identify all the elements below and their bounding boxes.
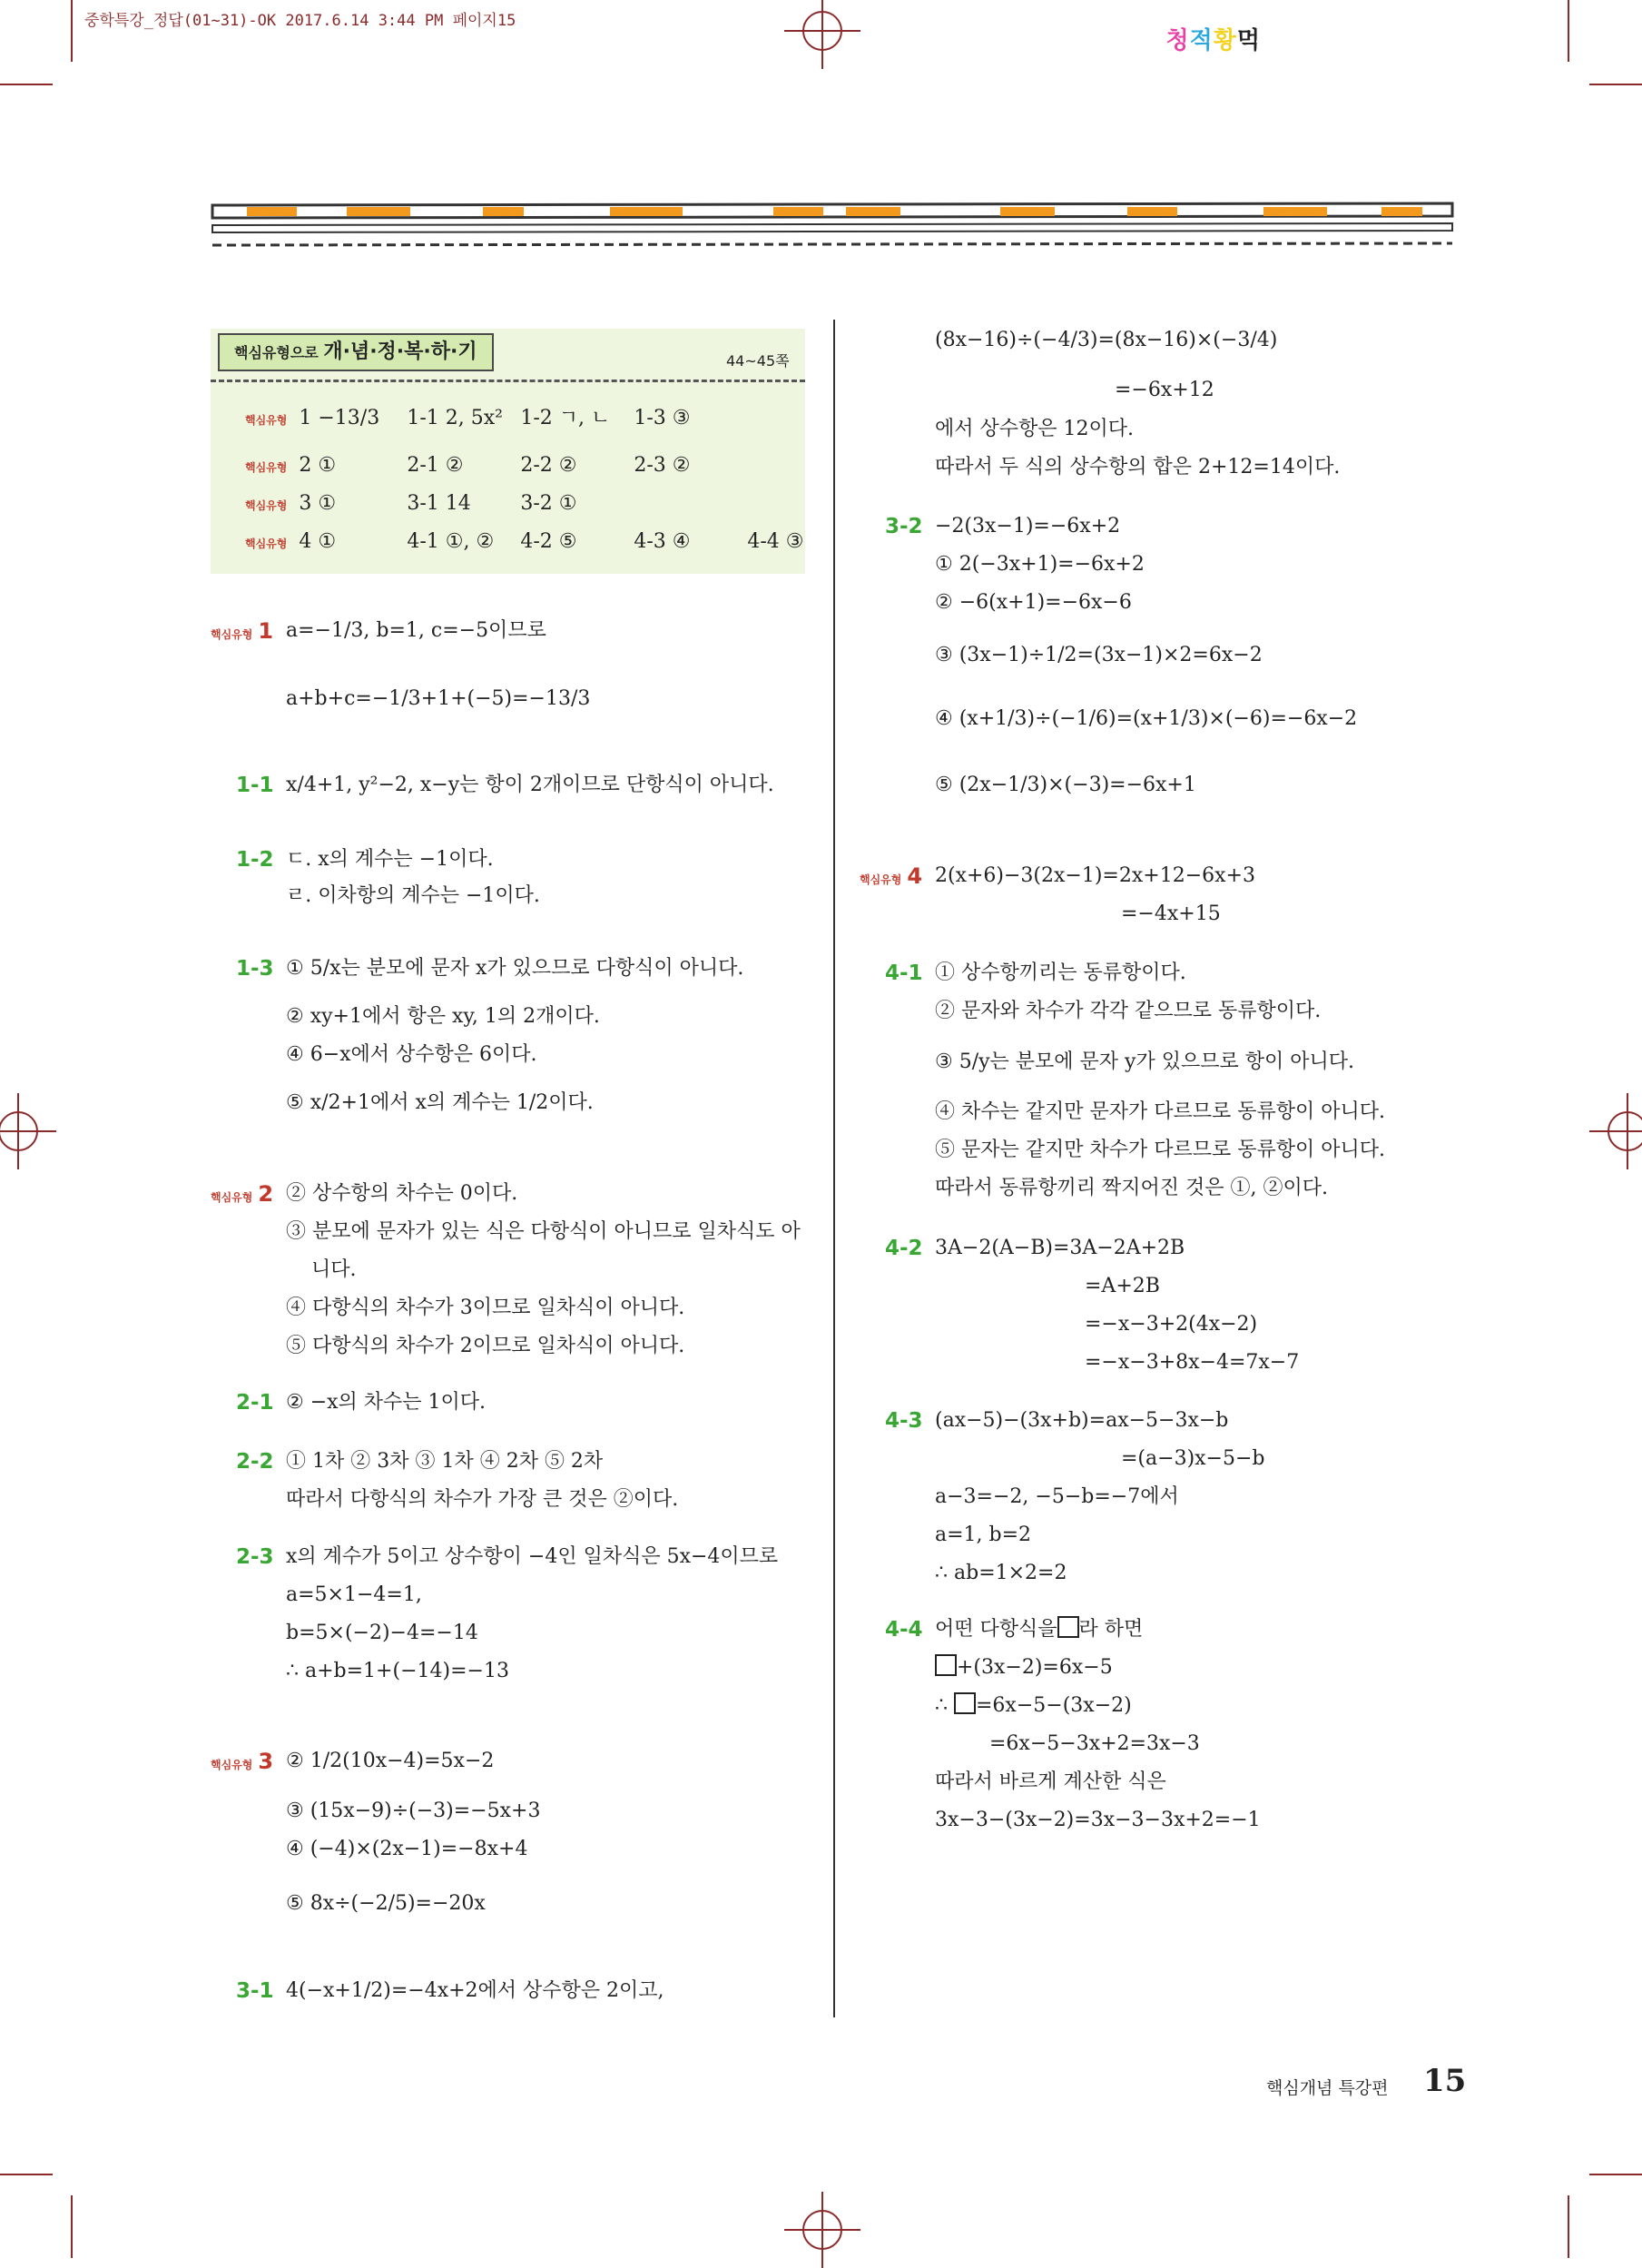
footer-title: 핵심개념 특강편: [1266, 2078, 1389, 2098]
answer-cell: 2-2 ②: [520, 454, 577, 477]
box-title: [218, 333, 494, 371]
solution-line: =−x−3+2(4x−2): [1085, 1313, 1258, 1336]
solution-line: ④ (x+1/3)÷(−1/6)=(x+1/3)×(−6)=−6x−2: [935, 707, 1358, 730]
solution-line: ② 상수항의 차수는 0이다.: [286, 1182, 518, 1205]
solution-line: ① 상수항끼리는 동류항이다.: [935, 961, 1186, 984]
solution-line: a−3=−2, −5−b=−7에서: [935, 1485, 1179, 1508]
solution-line: x의 계수가 5이고 상수항이 −4인 일차식은 5x−4이므로: [286, 1545, 779, 1568]
solution-line: ② 문자와 차수가 각각 같으므로 동류항이다.: [935, 1000, 1322, 1022]
tag-number: 2: [258, 1181, 274, 1207]
core-type-3-label: [211, 1748, 286, 1779]
problem-number: [236, 1543, 289, 1572]
registration-mark: [1608, 1111, 1642, 1151]
blank-box: [954, 1692, 976, 1714]
solution-line: ∴ a+b=1+(−14)=−13: [286, 1660, 509, 1682]
problem-number: [885, 513, 938, 541]
crop-mark: [0, 84, 53, 85]
crop-mark: [1589, 84, 1642, 85]
solution-line: b=5×(−2)−4=−14: [286, 1622, 478, 1644]
problem-number-text: 4-1: [885, 961, 923, 985]
answer-cell: 3-2 ①: [520, 492, 577, 515]
solution-line: =−6x+12: [1115, 379, 1214, 401]
solution-line: [935, 1654, 1113, 1681]
tag-label: 핵심유형: [245, 537, 288, 550]
brand-char: 적: [1189, 27, 1214, 54]
box-title-small: 핵심유형으로: [234, 344, 319, 361]
tag-label: 핵심유형: [860, 873, 902, 886]
answer-row: [245, 492, 627, 515]
blank-box: [1057, 1616, 1079, 1638]
solution-line: ① 5/x는 분모에 문자 x가 있으므로 다항식이 아니다.: [286, 957, 744, 980]
solution-line: ③ (15x−9)÷(−3)=−5x+3: [286, 1800, 541, 1822]
problem-number-text: 2-1: [236, 1391, 274, 1415]
solution-line: ② xy+1에서 항은 xy, 1의 2개이다.: [286, 1005, 600, 1028]
solution-line: ∴ ab=1×2=2: [935, 1562, 1067, 1584]
crop-mark: [1589, 2174, 1642, 2175]
answer-cell: 2-1 ②: [407, 454, 464, 477]
decorative-band: [211, 200, 1454, 251]
solution-line: ⑤ 문자는 같지만 차수가 다르므로 동류항이 아니다.: [935, 1139, 1385, 1161]
tag-label: 핵심유형: [245, 414, 288, 427]
answer-cell: 4-4 ③: [747, 530, 804, 553]
answer-cell: 4-2 ⑤: [520, 530, 577, 553]
solution-line: (ax−5)−(3x+b)=ax−5−3x−b: [935, 1409, 1229, 1432]
crop-mark: [0, 2174, 53, 2175]
answer-row: [245, 454, 741, 477]
answer-cell: 3 ①: [299, 492, 337, 515]
solution-line: [935, 1616, 1143, 1643]
solution-line: ① 1차 ② 3차 ③ 1차 ④ 2차 ⑤ 2차: [286, 1450, 604, 1473]
answer-row: [245, 530, 829, 553]
solution-line: 4(−x+1/2)=−4x+2에서 상수항은 2이고,: [286, 1979, 664, 2002]
brand-char: 황: [1213, 27, 1237, 54]
registration-mark: [802, 11, 842, 51]
crop-mark: [71, 2195, 73, 2258]
problem-number: [236, 955, 289, 983]
solution-line: a=−1/3, b=1, c=−5이므로: [286, 619, 546, 642]
tag-label: 핵심유형: [211, 1191, 253, 1204]
solution-line: ㄷ. x의 계수는 −1이다.: [286, 848, 494, 871]
solution-line: ② −x의 차수는 1이다.: [286, 1391, 487, 1414]
solution-line: a=5×1−4=1,: [286, 1583, 422, 1606]
solution-line: ㄹ. 이차항의 계수는 −1이다.: [286, 884, 540, 907]
solution-line: =−4x+15: [1121, 902, 1221, 925]
solution-line: ③ 분모에 문자가 있는 식은 다항식이 아니므로 일차식도 아: [286, 1220, 801, 1243]
crop-mark: [71, 0, 73, 62]
solution-line: ③ 5/y는 분모에 문자 y가 있으므로 항이 아니다.: [935, 1050, 1354, 1073]
solution-line: x/4+1, y²−2, x−y는 항이 2개이므로 단항식이 아니다.: [286, 774, 774, 796]
crop-mark: [1568, 0, 1569, 62]
tag-number: 3: [258, 1749, 274, 1774]
solution-line: a+b+c=−1/3+1+(−5)=−13/3: [286, 687, 591, 710]
solution-line: ③ (3x−1)÷1/2=(3x−1)×2=6x−2: [935, 644, 1263, 666]
tag-label: 핵심유형: [245, 499, 288, 512]
answer-row: [245, 402, 741, 430]
registration-mark: [0, 1111, 38, 1151]
tag-number: 1: [258, 618, 274, 644]
solution-line: ⑤ 8x÷(−2/5)=−20x: [286, 1892, 486, 1915]
answer-cell: 2-3 ②: [634, 454, 691, 477]
brand-logo: [1166, 22, 1262, 55]
text-fragment: +(3x−2)=6x−5: [957, 1656, 1113, 1679]
solution-line: ④ 6−x에서 상수항은 6이다.: [286, 1043, 537, 1066]
tag-number: 4: [907, 863, 923, 889]
solution-line: a=1, b=2: [935, 1524, 1032, 1546]
solution-line: ⑤ x/2+1에서 x의 계수는 1/2이다.: [286, 1091, 594, 1114]
core-type-2-label: [211, 1180, 286, 1211]
solution-line: ⑤ (2x−1/3)×(−3)=−6x+1: [935, 774, 1196, 796]
problem-number-text: 3-1: [236, 1979, 274, 2003]
problem-number-text: 4-2: [885, 1237, 923, 1260]
column-divider: [833, 320, 835, 2017]
solution-line: [935, 1692, 1132, 1720]
problem-number-text: 1-2: [236, 848, 274, 872]
answer-cell: 4-1 ①, ②: [407, 530, 495, 553]
core-type-1-label: [211, 617, 286, 648]
solution-line: 3A−2(A−B)=3A−2A+2B: [935, 1237, 1185, 1259]
brand-char: 청: [1165, 27, 1190, 54]
page-number: 15: [1423, 2063, 1467, 2099]
solution-line: 따라서 바르게 계산한 식은: [935, 1770, 1166, 1793]
text-fragment: ∴: [935, 1694, 948, 1717]
solution-line: =(a−3)x−5−b: [1121, 1447, 1265, 1470]
answer-cell: 1-2 ㄱ, ㄴ: [520, 407, 611, 429]
print-slug: 중학특강_정답(01~31)-OK 2017.6.14 3:44 PM 페이지15: [84, 12, 516, 30]
problem-number-text: 2-2: [236, 1450, 274, 1474]
core-type-4-label: [860, 863, 935, 893]
solution-line: 2(x+6)−3(2x−1)=2x+12−6x+3: [935, 864, 1255, 887]
solution-line: =6x−5−3x+2=3x−3: [989, 1732, 1200, 1755]
tag-label: 핵심유형: [245, 461, 288, 474]
brand-char: 먹: [1236, 27, 1261, 54]
tag-label: 핵심유형: [211, 1759, 253, 1771]
solution-line: 따라서 동류항끼리 짝지어진 것은 ①, ②이다.: [935, 1177, 1328, 1199]
problem-number-text: 4-4: [885, 1618, 923, 1642]
answer-cell: 2 ①: [299, 454, 337, 477]
solution-line: 니다.: [311, 1258, 357, 1281]
problem-number: [236, 846, 289, 874]
problem-number-text: 1-1: [236, 774, 274, 797]
problem-number-text: 1-3: [236, 957, 274, 981]
blank-box: [935, 1654, 957, 1676]
solution-line: 따라서 두 식의 상수항의 합은 2+12=14이다.: [935, 456, 1341, 478]
problem-number-text: 3-2: [885, 515, 923, 538]
problem-number: [885, 1235, 938, 1263]
problem-number: [885, 960, 938, 988]
solution-line: =−x−3+8x−4=7x−7: [1085, 1351, 1300, 1374]
registration-mark: [802, 2210, 842, 2250]
page-reference: 44~45쪽: [726, 352, 790, 370]
answer-cell: 1-3 ③: [634, 407, 691, 429]
text-fragment: 어떤 다항식을: [935, 1618, 1057, 1641]
problem-number-text: 4-3: [885, 1409, 923, 1433]
answer-cell: 3-1 14: [407, 492, 471, 515]
solution-line: (8x−16)÷(−4/3)=(8x−16)×(−3/4): [935, 329, 1278, 351]
answer-cell: 1-1 2, 5x²: [407, 407, 504, 429]
solution-line: ④ (−4)×(2x−1)=−8x+4: [286, 1838, 528, 1860]
answer-cell: 1 −13/3: [299, 407, 380, 429]
answer-cell: 4-3 ④: [634, 530, 691, 553]
crop-mark: [1568, 2195, 1569, 2258]
solution-line: =A+2B: [1085, 1275, 1160, 1297]
problem-number: [236, 1389, 289, 1417]
solution-line: 3x−3−(3x−2)=3x−3−3x+2=−1: [935, 1809, 1261, 1831]
problem-number: [885, 1407, 938, 1435]
solution-line: 따라서 다항식의 차수가 가장 큰 것은 ②이다.: [286, 1488, 679, 1511]
problem-number: [885, 1616, 938, 1644]
tag-label: 핵심유형: [211, 628, 253, 641]
solution-line: 에서 상수항은 12이다.: [935, 418, 1134, 440]
solution-line: −2(3x−1)=−6x+2: [935, 515, 1121, 537]
problem-number: [236, 1977, 289, 2006]
box-title-main: 개·념·정·복·하·기: [323, 340, 477, 363]
solution-line: ⑤ 다항식의 차수가 2이므로 일차식이 아니다.: [286, 1335, 685, 1357]
problem-number: [236, 772, 289, 800]
solution-line: ② 1/2(10x−4)=5x−2: [286, 1750, 495, 1772]
answer-cell: 4 ①: [299, 530, 337, 553]
solution-line: ④ 차수는 같지만 문자가 다르므로 동류항이 아니다.: [935, 1100, 1385, 1123]
solution-line: ① 2(−3x+1)=−6x+2: [935, 553, 1145, 576]
divider: [211, 380, 805, 382]
text-fragment: =6x−5−(3x−2): [976, 1694, 1132, 1717]
problem-number-text: 2-3: [236, 1545, 274, 1569]
solution-line: ② −6(x+1)=−6x−6: [935, 591, 1132, 614]
text-fragment: 라 하면: [1078, 1618, 1144, 1641]
solution-line: ④ 다항식의 차수가 3이므로 일차식이 아니다.: [286, 1297, 685, 1319]
problem-number: [236, 1448, 289, 1476]
